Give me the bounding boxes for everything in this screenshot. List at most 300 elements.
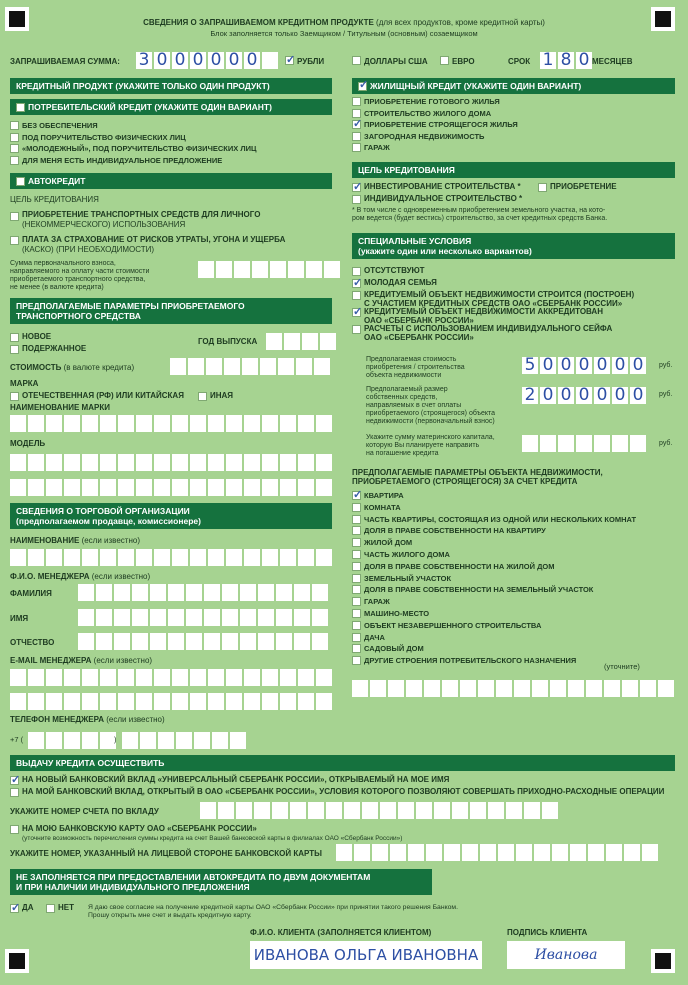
input-cell[interactable] xyxy=(326,802,342,819)
property-checkbox[interactable] xyxy=(352,644,361,653)
input-cell[interactable] xyxy=(294,584,310,601)
input-cell[interactable] xyxy=(316,669,332,686)
housing-checkbox[interactable] xyxy=(352,132,361,141)
property-item[interactable] xyxy=(352,526,546,535)
input-cell[interactable] xyxy=(262,693,278,710)
property-checkbox[interactable] xyxy=(352,621,361,630)
housing-credit-checkbox[interactable] xyxy=(358,82,367,91)
input-cell[interactable] xyxy=(100,549,116,566)
consumer-item[interactable] xyxy=(10,144,256,153)
input-cell[interactable] xyxy=(488,802,504,819)
input-cell[interactable] xyxy=(154,549,170,566)
input-cell[interactable] xyxy=(188,358,204,375)
foreign-checkbox[interactable] xyxy=(198,392,207,401)
input-cell[interactable] xyxy=(28,415,44,432)
housing-item[interactable] xyxy=(352,109,491,118)
input-cell[interactable] xyxy=(284,333,300,350)
input-cell[interactable] xyxy=(388,680,404,697)
input-cell[interactable] xyxy=(552,844,568,861)
input-cell[interactable] xyxy=(244,479,260,496)
input-cell[interactable] xyxy=(316,454,332,471)
input-cell[interactable] xyxy=(288,261,304,278)
input-cell[interactable] xyxy=(316,479,332,496)
digit-cell[interactable]: 0 xyxy=(540,387,556,404)
input-cell[interactable] xyxy=(46,479,62,496)
property-checkbox[interactable] xyxy=(352,503,361,512)
input-cell[interactable] xyxy=(190,549,206,566)
input-cell[interactable] xyxy=(408,844,424,861)
digit-cell[interactable]: 0 xyxy=(208,52,224,69)
input-cell[interactable] xyxy=(308,802,324,819)
input-cell[interactable] xyxy=(242,358,258,375)
input-cell[interactable] xyxy=(478,680,494,697)
input-cell[interactable] xyxy=(82,669,98,686)
input-cell[interactable] xyxy=(222,609,238,626)
input-cell[interactable] xyxy=(550,680,566,697)
input-cell[interactable] xyxy=(82,415,98,432)
input-cell[interactable] xyxy=(352,680,368,697)
input-cell[interactable] xyxy=(136,693,152,710)
input-cell[interactable] xyxy=(240,584,256,601)
property-item[interactable] xyxy=(352,585,593,594)
own-funds-digits[interactable] xyxy=(522,387,646,404)
input-cell[interactable] xyxy=(46,732,62,749)
input-cell[interactable] xyxy=(224,358,240,375)
input-cell[interactable] xyxy=(150,584,166,601)
digit-cell[interactable]: 5 xyxy=(522,357,538,374)
client-signature-field[interactable]: Иванова xyxy=(507,941,625,969)
input-cell[interactable] xyxy=(262,415,278,432)
input-cell[interactable] xyxy=(280,415,296,432)
input-cell[interactable] xyxy=(204,633,220,650)
patronymic-row[interactable] xyxy=(78,633,328,650)
input-cell[interactable] xyxy=(132,633,148,650)
invest-checkbox[interactable] xyxy=(352,183,361,192)
property-checkbox[interactable] xyxy=(352,656,361,665)
digit-cell[interactable]: 0 xyxy=(612,357,628,374)
consumer-credit-checkbox[interactable] xyxy=(16,103,25,112)
input-cell[interactable] xyxy=(204,609,220,626)
input-cell[interactable] xyxy=(470,802,486,819)
input-cell[interactable] xyxy=(154,454,170,471)
input-cell[interactable] xyxy=(260,358,276,375)
cost-digits[interactable] xyxy=(170,358,330,375)
input-cell[interactable] xyxy=(258,584,274,601)
model-row2[interactable] xyxy=(10,479,332,496)
input-cell[interactable] xyxy=(280,479,296,496)
input-cell[interactable] xyxy=(132,609,148,626)
input-cell[interactable] xyxy=(208,479,224,496)
property-item[interactable] xyxy=(352,597,390,606)
input-cell[interactable] xyxy=(316,693,332,710)
input-cell[interactable] xyxy=(442,680,458,697)
input-cell[interactable] xyxy=(46,693,62,710)
phone-code-row[interactable] xyxy=(28,732,116,749)
input-cell[interactable] xyxy=(226,669,242,686)
input-cell[interactable] xyxy=(150,633,166,650)
auto-insurance-checkbox[interactable] xyxy=(10,236,19,245)
consumer-checkbox[interactable] xyxy=(10,121,19,130)
input-cell[interactable] xyxy=(262,479,278,496)
input-cell[interactable] xyxy=(460,680,476,697)
currency-rub-checkbox[interactable] xyxy=(285,56,294,65)
input-cell[interactable] xyxy=(190,693,206,710)
input-cell[interactable] xyxy=(266,333,282,350)
input-cell[interactable] xyxy=(416,802,432,819)
maternity-capital-digits[interactable] xyxy=(522,435,646,452)
property-item[interactable] xyxy=(352,550,450,559)
input-cell[interactable] xyxy=(64,693,80,710)
input-cell[interactable] xyxy=(252,261,268,278)
input-cell[interactable] xyxy=(64,479,80,496)
input-cell[interactable] xyxy=(306,261,322,278)
property-checkbox[interactable] xyxy=(352,491,361,500)
input-cell[interactable] xyxy=(362,802,378,819)
consumer-checkbox[interactable] xyxy=(10,156,19,165)
account-row[interactable] xyxy=(200,802,558,819)
name-row[interactable] xyxy=(78,609,328,626)
property-item[interactable] xyxy=(352,644,424,653)
input-cell[interactable] xyxy=(278,358,294,375)
input-cell[interactable] xyxy=(336,844,352,861)
input-cell[interactable] xyxy=(226,693,242,710)
input-cell[interactable] xyxy=(462,844,478,861)
digit-cell[interactable]: 0 xyxy=(172,52,188,69)
input-cell[interactable] xyxy=(10,479,26,496)
input-cell[interactable] xyxy=(254,802,270,819)
input-cell[interactable] xyxy=(642,844,658,861)
housing-item[interactable] xyxy=(352,120,518,129)
input-cell[interactable] xyxy=(82,549,98,566)
input-cell[interactable] xyxy=(444,844,460,861)
property-item[interactable] xyxy=(352,621,541,630)
input-cell[interactable] xyxy=(262,549,278,566)
special-obj2-checkbox[interactable] xyxy=(352,308,361,317)
input-cell[interactable] xyxy=(194,732,210,749)
property-item[interactable] xyxy=(352,562,555,571)
input-cell[interactable] xyxy=(594,435,610,452)
input-cell[interactable] xyxy=(320,333,336,350)
input-cell[interactable] xyxy=(372,844,388,861)
property-item[interactable] xyxy=(352,633,385,642)
input-cell[interactable] xyxy=(78,584,94,601)
digit-cell[interactable]: 3 xyxy=(136,52,152,69)
new-vehicle-checkbox[interactable] xyxy=(10,333,19,342)
input-cell[interactable] xyxy=(10,693,26,710)
digit-cell[interactable]: 0 xyxy=(190,52,206,69)
input-cell[interactable] xyxy=(222,584,238,601)
input-cell[interactable] xyxy=(64,732,80,749)
input-cell[interactable] xyxy=(516,844,532,861)
input-cell[interactable] xyxy=(10,669,26,686)
digit-cell[interactable]: 0 xyxy=(630,357,646,374)
input-cell[interactable] xyxy=(190,454,206,471)
property-item[interactable] xyxy=(352,609,429,618)
input-cell[interactable] xyxy=(216,261,232,278)
issue-opt2-checkbox[interactable] xyxy=(10,788,19,797)
property-checkbox[interactable] xyxy=(352,538,361,547)
input-cell[interactable] xyxy=(114,584,130,601)
property-item[interactable] xyxy=(352,515,636,524)
property-checkbox[interactable] xyxy=(352,515,361,524)
input-cell[interactable] xyxy=(136,479,152,496)
input-cell[interactable] xyxy=(576,435,592,452)
input-cell[interactable] xyxy=(258,633,274,650)
input-cell[interactable] xyxy=(78,633,94,650)
input-cell[interactable] xyxy=(568,680,584,697)
model-row1[interactable] xyxy=(10,454,332,471)
input-cell[interactable] xyxy=(154,415,170,432)
input-cell[interactable] xyxy=(298,415,314,432)
input-cell[interactable] xyxy=(154,479,170,496)
special-safe-checkbox[interactable] xyxy=(352,325,361,334)
input-cell[interactable] xyxy=(302,333,318,350)
input-cell[interactable] xyxy=(140,732,156,749)
used-vehicle-checkbox[interactable] xyxy=(10,345,19,354)
input-cell[interactable] xyxy=(212,732,228,749)
property-checkbox[interactable] xyxy=(352,585,361,594)
input-cell[interactable] xyxy=(136,454,152,471)
input-cell[interactable] xyxy=(612,435,628,452)
input-cell[interactable] xyxy=(244,454,260,471)
input-cell[interactable] xyxy=(150,609,166,626)
input-cell[interactable] xyxy=(172,479,188,496)
surname-row[interactable] xyxy=(78,584,328,601)
input-cell[interactable] xyxy=(100,415,116,432)
consent-yes-checkbox[interactable] xyxy=(10,904,19,913)
input-cell[interactable] xyxy=(298,669,314,686)
other-buildings-row[interactable] xyxy=(352,680,674,697)
input-cell[interactable] xyxy=(294,633,310,650)
input-cell[interactable] xyxy=(172,669,188,686)
input-cell[interactable] xyxy=(280,454,296,471)
input-cell[interactable] xyxy=(46,454,62,471)
input-cell[interactable] xyxy=(276,633,292,650)
input-cell[interactable] xyxy=(118,693,134,710)
input-cell[interactable] xyxy=(168,584,184,601)
input-cell[interactable] xyxy=(10,454,26,471)
input-cell[interactable] xyxy=(186,609,202,626)
digit-cell[interactable]: 0 xyxy=(594,387,610,404)
input-cell[interactable] xyxy=(114,633,130,650)
input-cell[interactable] xyxy=(118,479,134,496)
input-cell[interactable] xyxy=(176,732,192,749)
input-cell[interactable] xyxy=(100,454,116,471)
input-cell[interactable] xyxy=(118,549,134,566)
phone-number-row[interactable] xyxy=(122,732,246,749)
digit-cell[interactable]: 0 xyxy=(576,357,592,374)
property-checkbox[interactable] xyxy=(352,526,361,535)
input-cell[interactable] xyxy=(28,669,44,686)
housing-item[interactable] xyxy=(352,97,500,106)
input-cell[interactable] xyxy=(316,549,332,566)
input-cell[interactable] xyxy=(206,358,222,375)
input-cell[interactable] xyxy=(96,633,112,650)
input-cell[interactable] xyxy=(64,549,80,566)
consumer-item[interactable] xyxy=(10,156,222,165)
input-cell[interactable] xyxy=(64,669,80,686)
input-cell[interactable] xyxy=(534,844,550,861)
input-cell[interactable] xyxy=(234,261,250,278)
input-cell[interactable] xyxy=(498,844,514,861)
input-cell[interactable] xyxy=(244,669,260,686)
consumer-checkbox[interactable] xyxy=(10,133,19,142)
digit-cell[interactable] xyxy=(262,52,278,69)
input-cell[interactable] xyxy=(204,584,220,601)
input-cell[interactable] xyxy=(186,584,202,601)
input-cell[interactable] xyxy=(64,454,80,471)
input-cell[interactable] xyxy=(244,549,260,566)
property-checkbox[interactable] xyxy=(352,550,361,559)
consumer-item[interactable] xyxy=(10,121,98,130)
issue-opt3-checkbox[interactable] xyxy=(10,825,19,834)
special-obj1-checkbox[interactable] xyxy=(352,291,361,300)
input-cell[interactable] xyxy=(624,844,640,861)
input-cell[interactable] xyxy=(118,669,134,686)
property-item[interactable] xyxy=(352,503,401,512)
input-cell[interactable] xyxy=(122,732,138,749)
input-cell[interactable] xyxy=(114,609,130,626)
currency-usd-checkbox[interactable] xyxy=(352,56,361,65)
property-checkbox[interactable] xyxy=(352,597,361,606)
input-cell[interactable] xyxy=(604,680,620,697)
input-cell[interactable] xyxy=(154,693,170,710)
input-cell[interactable] xyxy=(276,609,292,626)
digit-cell[interactable]: 0 xyxy=(540,357,556,374)
digit-cell[interactable]: 0 xyxy=(558,357,574,374)
consent-no-checkbox[interactable] xyxy=(46,904,55,913)
currency-eur-checkbox[interactable] xyxy=(440,56,449,65)
input-cell[interactable] xyxy=(168,633,184,650)
issue-opt1-checkbox[interactable] xyxy=(10,776,19,785)
input-cell[interactable] xyxy=(158,732,174,749)
email-row2[interactable] xyxy=(10,693,332,710)
input-cell[interactable] xyxy=(230,732,246,749)
property-item[interactable] xyxy=(352,656,576,665)
input-cell[interactable] xyxy=(226,549,242,566)
housing-item[interactable] xyxy=(352,132,484,141)
input-cell[interactable] xyxy=(524,802,540,819)
input-cell[interactable] xyxy=(28,479,44,496)
input-cell[interactable] xyxy=(558,435,574,452)
input-cell[interactable] xyxy=(226,454,242,471)
input-cell[interactable] xyxy=(10,549,26,566)
input-cell[interactable] xyxy=(28,693,44,710)
input-cell[interactable] xyxy=(316,415,332,432)
property-item[interactable] xyxy=(352,574,451,583)
digit-cell[interactable]: 1 xyxy=(540,52,556,69)
input-cell[interactable] xyxy=(208,549,224,566)
property-item[interactable] xyxy=(352,538,412,547)
client-fio-field[interactable]: ИВАНОВА ОЛЬГА ИВАНОВНА xyxy=(250,941,482,969)
input-cell[interactable] xyxy=(136,669,152,686)
input-cell[interactable] xyxy=(82,479,98,496)
year-digits[interactable] xyxy=(266,333,336,350)
input-cell[interactable] xyxy=(208,669,224,686)
housing-checkbox[interactable] xyxy=(352,120,361,129)
input-cell[interactable] xyxy=(588,844,604,861)
digit-cell[interactable]: 0 xyxy=(630,387,646,404)
input-cell[interactable] xyxy=(172,454,188,471)
digit-cell[interactable]: 0 xyxy=(244,52,260,69)
input-cell[interactable] xyxy=(276,584,292,601)
input-cell[interactable] xyxy=(136,549,152,566)
input-cell[interactable] xyxy=(398,802,414,819)
input-cell[interactable] xyxy=(190,669,206,686)
input-cell[interactable] xyxy=(172,693,188,710)
input-cell[interactable] xyxy=(296,358,312,375)
input-cell[interactable] xyxy=(132,584,148,601)
input-cell[interactable] xyxy=(314,358,330,375)
input-cell[interactable] xyxy=(606,844,622,861)
input-cell[interactable] xyxy=(136,415,152,432)
amount-digits[interactable] xyxy=(136,52,278,69)
input-cell[interactable] xyxy=(324,261,340,278)
input-cell[interactable] xyxy=(118,454,134,471)
input-cell[interactable] xyxy=(170,358,186,375)
input-cell[interactable] xyxy=(542,802,558,819)
input-cell[interactable] xyxy=(240,633,256,650)
property-checkbox[interactable] xyxy=(352,562,361,571)
input-cell[interactable] xyxy=(46,415,62,432)
special-absent-checkbox[interactable] xyxy=(352,267,361,276)
input-cell[interactable] xyxy=(28,549,44,566)
input-cell[interactable] xyxy=(370,680,386,697)
input-cell[interactable] xyxy=(522,435,538,452)
input-cell[interactable] xyxy=(168,609,184,626)
housing-checkbox[interactable] xyxy=(352,97,361,106)
input-cell[interactable] xyxy=(258,609,274,626)
digit-cell[interactable]: 0 xyxy=(576,52,592,69)
digit-cell[interactable]: 2 xyxy=(522,387,538,404)
property-cost-digits[interactable] xyxy=(522,357,646,374)
input-cell[interactable] xyxy=(28,454,44,471)
down-payment-digits[interactable] xyxy=(198,261,340,278)
input-cell[interactable] xyxy=(96,609,112,626)
input-cell[interactable] xyxy=(82,693,98,710)
digit-cell[interactable]: 0 xyxy=(226,52,242,69)
input-cell[interactable] xyxy=(480,844,496,861)
digit-cell[interactable]: 0 xyxy=(576,387,592,404)
input-cell[interactable] xyxy=(270,261,286,278)
auto-credit-checkbox[interactable] xyxy=(16,177,25,186)
input-cell[interactable] xyxy=(64,415,80,432)
input-cell[interactable] xyxy=(208,454,224,471)
digit-cell[interactable]: 8 xyxy=(558,52,574,69)
input-cell[interactable] xyxy=(532,680,548,697)
housing-checkbox[interactable] xyxy=(352,143,361,152)
consumer-item[interactable] xyxy=(10,133,186,142)
input-cell[interactable] xyxy=(290,802,306,819)
input-cell[interactable] xyxy=(200,802,216,819)
input-cell[interactable] xyxy=(172,549,188,566)
digit-cell[interactable]: 0 xyxy=(612,387,628,404)
input-cell[interactable] xyxy=(514,680,530,697)
input-cell[interactable] xyxy=(262,454,278,471)
input-cell[interactable] xyxy=(208,415,224,432)
property-checkbox[interactable] xyxy=(352,633,361,642)
auto-vehicle-checkbox[interactable] xyxy=(10,212,19,221)
input-cell[interactable] xyxy=(82,732,98,749)
input-cell[interactable] xyxy=(222,633,238,650)
input-cell[interactable] xyxy=(630,435,646,452)
input-cell[interactable] xyxy=(190,415,206,432)
input-cell[interactable] xyxy=(154,669,170,686)
input-cell[interactable] xyxy=(640,680,656,697)
brand-name-row1[interactable] xyxy=(10,415,332,432)
input-cell[interactable] xyxy=(280,669,296,686)
property-item[interactable] xyxy=(352,491,404,500)
